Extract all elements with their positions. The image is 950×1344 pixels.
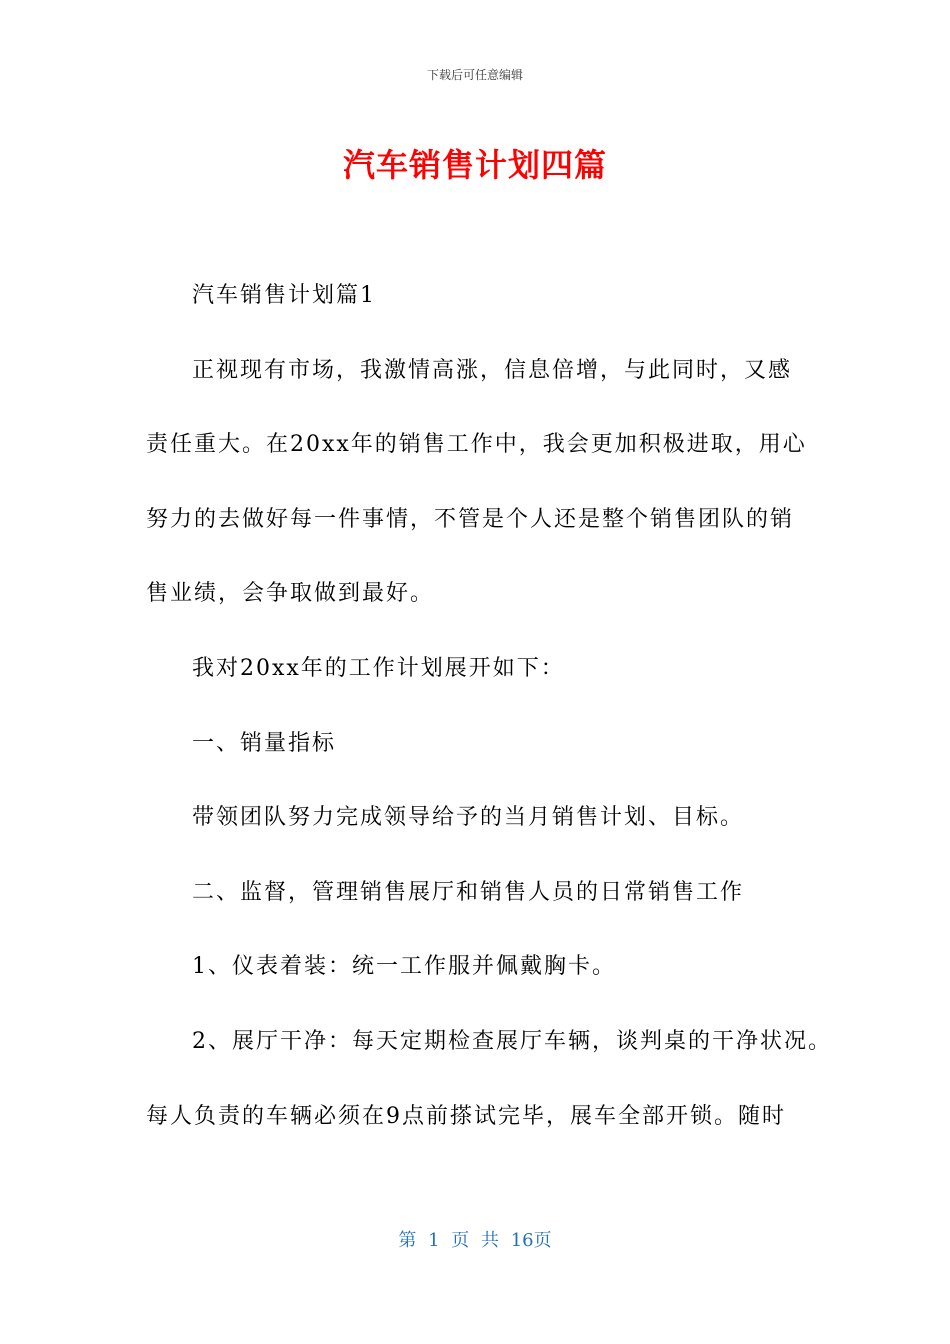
paragraph-line: 每人负责的车辆必须在9点前搽试完毕，展车全部开锁。随时 — [146, 1103, 786, 1129]
paragraph-line: 一、销量指标 — [192, 730, 337, 756]
paragraph-line: 售业绩，会争取做到最好。 — [146, 581, 435, 607]
paragraph-line: 责任重大。在20xx年的销售工作中，我会更加积极进取，用心 — [146, 432, 807, 458]
paragraph-line: 带领团队努力完成领导给予的当月销售计划、目标。 — [192, 805, 745, 831]
paragraph-line: 正视现有市场，我激情高涨，信息倍增，与此同时，又感 — [192, 357, 793, 383]
paragraph-line: 我对20xx年的工作计划展开如下： — [192, 655, 565, 681]
paragraph-line: 汽车销售计划篇1 — [192, 283, 376, 308]
paragraph-line: 努力的去做好每一件事情，不管是个人还是整个销售团队的销 — [146, 506, 795, 532]
document-title: 汽车销售计划四篇 — [342, 146, 607, 184]
paragraph-line: 2、展厅干净：每天定期检查展厅车辆，谈判桌的干净状况。 — [192, 1028, 832, 1054]
header-note: 下载后可任意编辑 — [426, 68, 523, 82]
paragraph-line: 1、仪表着装：统一工作服并佩戴胸卡。 — [192, 954, 616, 980]
paragraph-line: 二、监督，管理销售展厅和销售人员的日常销售工作 — [192, 879, 745, 905]
page-number: 第 1 页 共 16页 — [398, 1230, 552, 1251]
body-text — [146, 268, 832, 1163]
